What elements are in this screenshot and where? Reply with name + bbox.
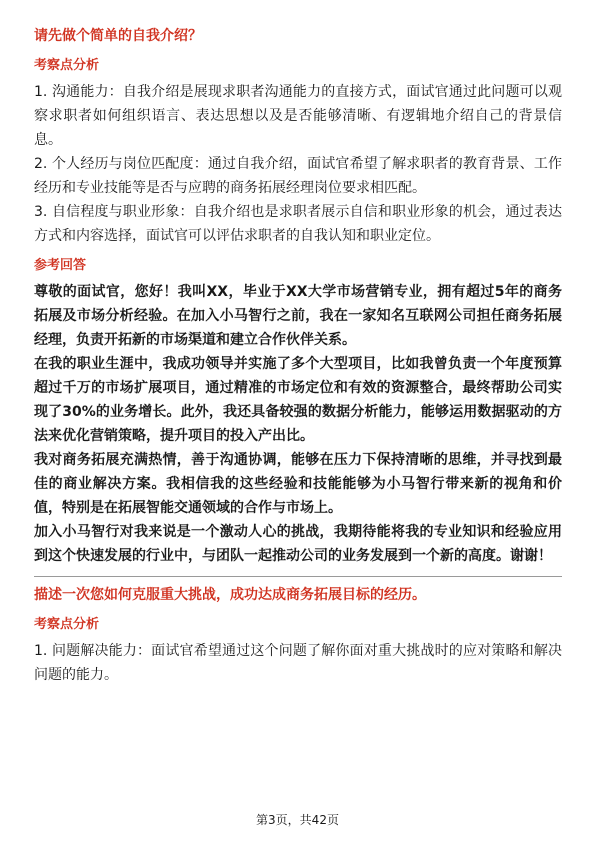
page-number: 第3页，共42页 [256, 813, 339, 827]
document-page [34, 20, 562, 687]
question-2-point-1: 1. 问题解决能力：面试官希望通过这个问题了解你面对重大挑战时的应对策略和解决问题的能力。 [34, 643, 562, 683]
section-divider [34, 576, 562, 577]
answer-paragraph-2: 在我的职业生涯中，我成功领导并实施了多个大型项目，比如我曾负责一个年度预算超过千万的市场扩展项目，通过精准的市场定位和有效的资源整合，最终帮助公司实现了30%的业务增长。此外，我还具备较强的数据分析能力，能够运用数据驱动的方法来优化营销策略，提升项目的投入产出比。 [34, 356, 562, 444]
question-2-title: 描述一次您如何克服重大挑战，成功达成商务拓展目标的经历。 [34, 587, 426, 603]
reference-answer-heading: 参考回答 [34, 258, 87, 273]
analysis-point-3: 3. 自信程度与职业形象：自我介绍也是求职者展示自信和职业形象的机会，通过表达方式和内容选择，面试官可以评估求职者的自我认知和职业定位。 [34, 204, 562, 244]
analysis-point-1: 1. 沟通能力：自我介绍是展现求职者沟通能力的直接方式，面试官通过此问题可以观察求职者如何组织语言、表达思想以及是否能够清晰、有逻辑地介绍自己的背景信息。 [34, 84, 562, 148]
answer-paragraph-1: 尊敬的面试官，您好！我叫XX，毕业于XX大学市场营销专业，拥有超过5年的商务拓展及市场分析经验。在加入小马智行之前，我在一家知名互联网公司担任商务拓展经理，负责开拓新的市场渠道和建立合作伙伴关系。 [34, 284, 562, 348]
question-1-title: 请先做个简单的自我介绍？ [34, 28, 202, 44]
question-1-analysis-heading: 考察点分析 [34, 58, 100, 73]
question-2-analysis-heading: 考察点分析 [34, 617, 100, 632]
answer-paragraph-3: 我对商务拓展充满热情，善于沟通协调，能够在压力下保持清晰的思维，并寻找到最佳的商业解决方案。我相信我的这些经验和技能能够为小马智行带来新的视角和价值，特别是在拓展智能交通领域的合作与市场上。 [34, 452, 562, 516]
analysis-point-2: 2. 个人经历与岗位匹配度：通过自我介绍，面试官希望了解求职者的教育背景、工作经历和专业技能等是否与应聘的商务拓展经理岗位要求相匹配。 [34, 156, 562, 196]
answer-paragraph-4: 加入小马智行对我来说是一个激动人心的挑战，我期待能将我的专业知识和经验应用到这个快速发展的行业中，与团队一起推动公司的业务发展到一个新的高度。谢谢！ [34, 524, 562, 564]
